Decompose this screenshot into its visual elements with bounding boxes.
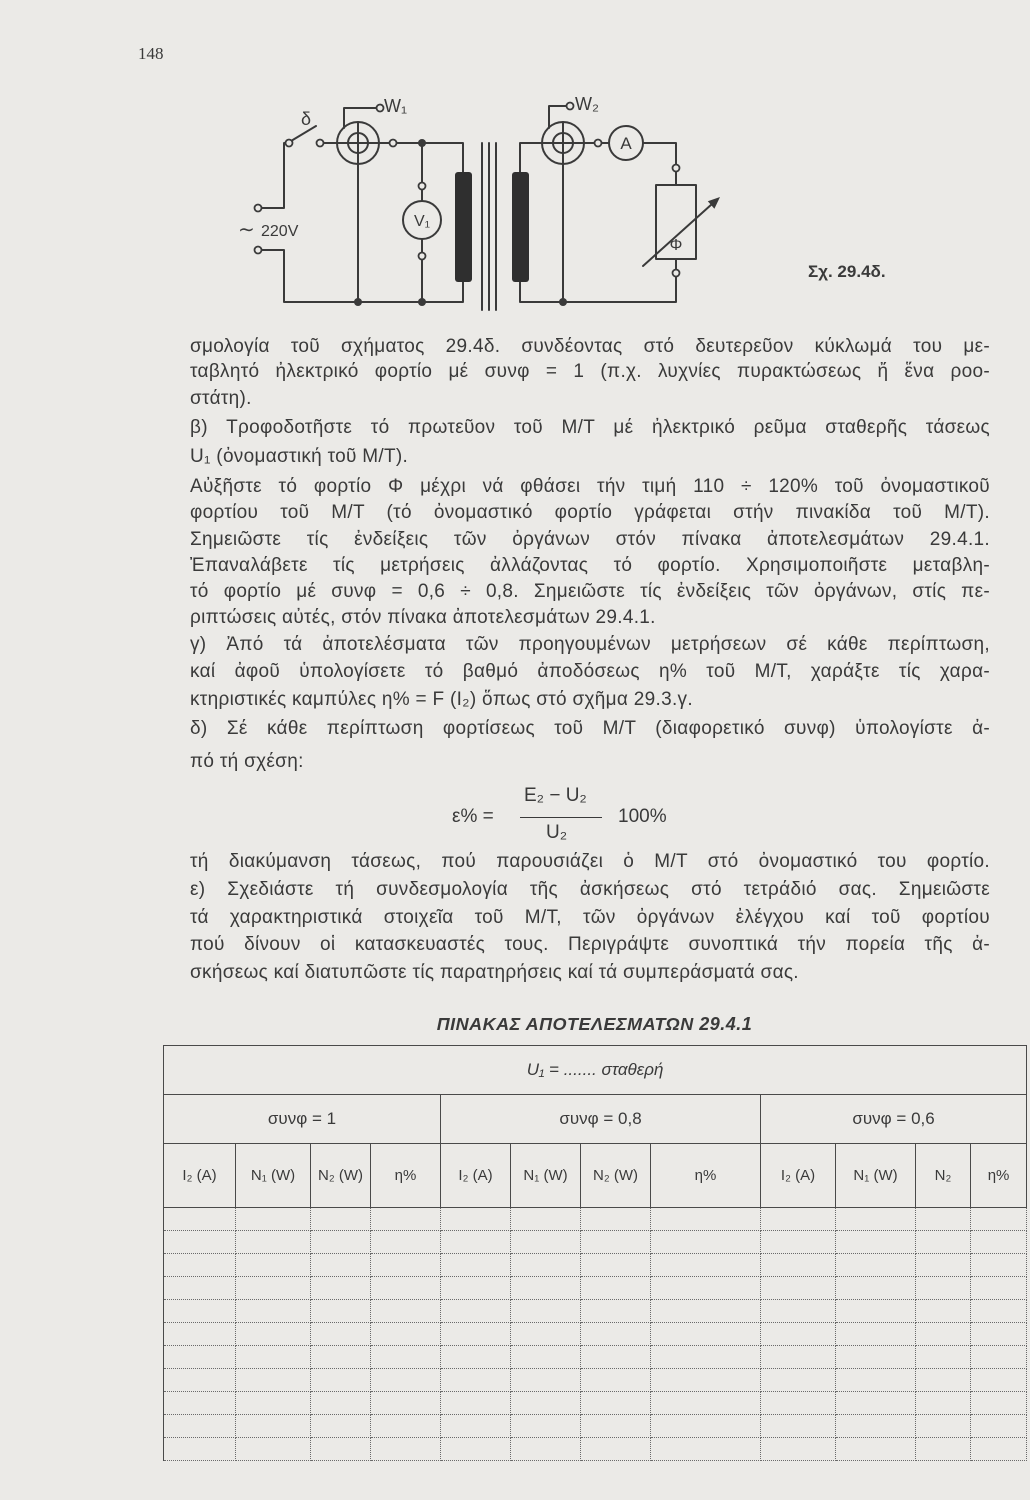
- text-line: Σημειῶστε τίς ἐνδείξεις τῶν ὀργάνων στόν πίνακα ἀποτελεσμάτων 29.4.1.: [190, 529, 990, 550]
- empty-cell: [236, 1254, 311, 1277]
- empty-cell: [761, 1369, 836, 1392]
- empty-cell: [236, 1415, 311, 1438]
- empty-cell: [916, 1231, 971, 1254]
- text-line: Ἐπαναλάβετε τίς μετρήσεις ἀλλάζοντας τό φορτίο. Χρησιμοποιῆστε μεταβλη-: [190, 555, 990, 576]
- table-row: [164, 1254, 1027, 1277]
- empty-cell: [581, 1346, 651, 1369]
- empty-cell: [311, 1438, 371, 1461]
- column-header: N₁ (W): [836, 1144, 916, 1208]
- table-row: [164, 1392, 1027, 1415]
- empty-cell: [581, 1438, 651, 1461]
- empty-cell: [581, 1392, 651, 1415]
- empty-cell: [236, 1300, 311, 1323]
- empty-cell: [971, 1277, 1027, 1300]
- text-line: πού δίνουν οἱ κατασκευαστές τους. Περιγράψτε συνοπτικά τήν πορεία τῆς ἀ-: [190, 934, 990, 955]
- empty-cell: [651, 1438, 761, 1461]
- ac-source-icon: ∼: [238, 219, 255, 241]
- empty-cell: [511, 1415, 581, 1438]
- empty-cell: [164, 1415, 236, 1438]
- switch-label: δ: [301, 109, 312, 129]
- empty-cell: [581, 1323, 651, 1346]
- table-row: [164, 1231, 1027, 1254]
- table-row: [164, 1438, 1027, 1461]
- empty-cell: [164, 1392, 236, 1415]
- empty-cell: [916, 1208, 971, 1231]
- empty-cell: [371, 1369, 441, 1392]
- empty-cell: [836, 1277, 916, 1300]
- empty-cell: [371, 1208, 441, 1231]
- empty-cell: [581, 1369, 651, 1392]
- formula-denominator: U₂: [546, 822, 568, 843]
- empty-cell: [581, 1277, 651, 1300]
- empty-cell: [651, 1208, 761, 1231]
- empty-cell: [441, 1231, 511, 1254]
- column-header: I₂ (A): [441, 1144, 511, 1208]
- text-line: τό φορτίο μέ συνφ = 0,6 ÷ 0,8. Σημειῶστε τίς ἐνδείξεις τῶν ὀργάνων, στίς πε-: [190, 581, 990, 602]
- empty-cell: [236, 1392, 311, 1415]
- wire-source-bottom: [261, 250, 463, 302]
- figure-caption: Σχ. 29.4δ.: [808, 262, 886, 281]
- empty-cell: [164, 1208, 236, 1231]
- text-line: ριπτώσεις αὐτές, στόν πίνακα ἀποτελεσμάτων 29.4.1.: [190, 607, 656, 628]
- empty-cell: [371, 1300, 441, 1323]
- voltage-regulation-formula: [450, 780, 710, 850]
- empty-cell: [971, 1208, 1027, 1231]
- wire-load-return: [520, 259, 676, 302]
- load-label: Φ: [669, 237, 683, 254]
- empty-cell: [164, 1323, 236, 1346]
- column-header: N₂ (W): [311, 1144, 371, 1208]
- empty-cell: [971, 1346, 1027, 1369]
- empty-cell: [441, 1208, 511, 1231]
- group-header: συνφ = 1: [164, 1095, 441, 1144]
- empty-cell: [916, 1300, 971, 1323]
- empty-cell: [581, 1254, 651, 1277]
- empty-cell: [761, 1208, 836, 1231]
- empty-cell: [511, 1208, 581, 1231]
- empty-cell: [164, 1254, 236, 1277]
- empty-cell: [311, 1208, 371, 1231]
- empty-cell: [651, 1231, 761, 1254]
- empty-cell: [441, 1438, 511, 1461]
- empty-cell: [836, 1415, 916, 1438]
- group-header: συνφ = 0,8: [441, 1095, 761, 1144]
- column-header: N₁ (W): [511, 1144, 581, 1208]
- load-terminal-bottom: [673, 270, 680, 277]
- circuit-diagram: [0, 0, 1030, 330]
- empty-cell: [581, 1208, 651, 1231]
- text-line: γ) Ἀπό τά ἀποτελέσματα τῶν προηγουμένων μετρήσεων σέ κάθε περίπτωση,: [190, 634, 990, 655]
- ammeter-label: A: [620, 134, 632, 153]
- text-line: καί ἀφοῦ ὑπολογίσετε τό βαθμό ἀποδόσεως η% τοῦ Μ/Τ, χαράξτε τίς χαρα-: [190, 661, 990, 682]
- text-line: κτηριστικές καμπύλες η% = F (I₂) ὅπως στό σχῆμα 29.3.γ.: [190, 689, 693, 710]
- empty-cell: [311, 1323, 371, 1346]
- empty-cell: [971, 1415, 1027, 1438]
- wattmeter-2-terminal: [567, 103, 574, 110]
- text-line: ταβλητό ἠλεκτρικό φορτίο μέ συνφ = 1 (π.χ. λυχνίες πυρακτώσεως ἤ ἕνα ροο-: [190, 361, 990, 382]
- voltmeter-label: V₁: [413, 213, 431, 230]
- empty-cell: [916, 1392, 971, 1415]
- text-line: πό τή σχέση:: [190, 751, 304, 772]
- empty-cell: [311, 1231, 371, 1254]
- switch-contact-right: [317, 140, 324, 147]
- junction-dot: [354, 298, 362, 306]
- group-header: συνφ = 0,6: [761, 1095, 1027, 1144]
- empty-cell: [916, 1277, 971, 1300]
- empty-cell: [511, 1254, 581, 1277]
- empty-cell: [371, 1438, 441, 1461]
- text-line: τά χαρακτηριστικά στοιχεῖα τοῦ Μ/Τ, τῶν ὀργάνων ἐλέγχου καί τοῦ φορτίου: [190, 907, 990, 928]
- column-header: I₂ (A): [164, 1144, 236, 1208]
- empty-cell: [836, 1208, 916, 1231]
- empty-cell: [441, 1415, 511, 1438]
- empty-cell: [916, 1415, 971, 1438]
- empty-cell: [511, 1277, 581, 1300]
- empty-cell: [371, 1277, 441, 1300]
- empty-cell: [311, 1415, 371, 1438]
- empty-cell: [971, 1438, 1027, 1461]
- empty-cell: [761, 1231, 836, 1254]
- empty-cell: [511, 1369, 581, 1392]
- voltmeter-terminal-top: [419, 183, 426, 190]
- table-body: [164, 1208, 1027, 1461]
- empty-cell: [311, 1392, 371, 1415]
- empty-cell: [761, 1392, 836, 1415]
- column-header: η%: [371, 1144, 441, 1208]
- empty-cell: [441, 1369, 511, 1392]
- empty-cell: [236, 1346, 311, 1369]
- wattmeter-1-terminal: [377, 105, 384, 112]
- empty-cell: [761, 1300, 836, 1323]
- empty-cell: [581, 1300, 651, 1323]
- text-line: U₁ (ὀνομαστική τοῦ Μ/Τ).: [190, 446, 409, 467]
- empty-cell: [836, 1346, 916, 1369]
- empty-cell: [311, 1369, 371, 1392]
- text-line: Αὐξῆστε τό φορτίο Φ μέχρι νά φθάσει τήν τιμή 110 ÷ 120% τοῦ ὀνομαστικοῦ: [190, 476, 990, 497]
- empty-cell: [651, 1323, 761, 1346]
- secondary-winding: [512, 172, 529, 282]
- table-row: [164, 1208, 1027, 1231]
- text-line: τή διακύμανση τάσεως, πού παρουσιάζει ὁ Μ/Τ στό ὀνομαστικό του φορτίο.: [190, 851, 990, 872]
- empty-cell: [761, 1254, 836, 1277]
- empty-cell: [651, 1277, 761, 1300]
- formula-numerator: E₂ − U₂: [524, 785, 587, 806]
- table-row: [164, 1369, 1027, 1392]
- empty-cell: [836, 1231, 916, 1254]
- wattmeter-1-label: W₁: [384, 96, 408, 116]
- table-row: [164, 1346, 1027, 1369]
- empty-cell: [761, 1323, 836, 1346]
- empty-cell: [971, 1323, 1027, 1346]
- empty-cell: [511, 1392, 581, 1415]
- junction-dot: [418, 298, 426, 306]
- empty-cell: [164, 1369, 236, 1392]
- empty-cell: [836, 1369, 916, 1392]
- empty-cell: [651, 1415, 761, 1438]
- empty-cell: [164, 1346, 236, 1369]
- text-line: ε) Σχεδιάστε τή συνδεσμολογία τῆς ἀσκήσεως στό τετράδιό σας. Σημειῶστε: [190, 879, 990, 900]
- empty-cell: [511, 1231, 581, 1254]
- empty-cell: [441, 1300, 511, 1323]
- empty-cell: [441, 1277, 511, 1300]
- empty-cell: [971, 1300, 1027, 1323]
- empty-cell: [916, 1346, 971, 1369]
- empty-cell: [164, 1438, 236, 1461]
- empty-cell: [371, 1415, 441, 1438]
- empty-cell: [971, 1369, 1027, 1392]
- empty-cell: [441, 1323, 511, 1346]
- empty-cell: [971, 1254, 1027, 1277]
- empty-cell: [651, 1392, 761, 1415]
- empty-cell: [511, 1438, 581, 1461]
- ammeter-terminal: [595, 140, 602, 147]
- primary-terminal: [390, 140, 397, 147]
- text-line: δ) Σέ κάθε περίπτωση φορτίσεως τοῦ Μ/Τ (διαφορετικό συνφ) ὑπολογίστε ἀ-: [190, 718, 990, 739]
- empty-cell: [581, 1415, 651, 1438]
- voltmeter-terminal-bottom: [419, 253, 426, 260]
- empty-cell: [164, 1277, 236, 1300]
- empty-cell: [511, 1300, 581, 1323]
- empty-cell: [761, 1415, 836, 1438]
- empty-cell: [236, 1369, 311, 1392]
- results-table: [163, 1045, 1027, 1461]
- empty-cell: [971, 1231, 1027, 1254]
- formula-fraction-bar: [520, 817, 602, 818]
- table-row: [164, 1323, 1027, 1346]
- junction-dot: [418, 139, 426, 147]
- table-condition-row: [164, 1046, 1027, 1095]
- empty-cell: [651, 1254, 761, 1277]
- junction-dot: [559, 298, 567, 306]
- table-row: [164, 1300, 1027, 1323]
- source-voltage-label: 220V: [261, 223, 299, 240]
- empty-cell: [511, 1346, 581, 1369]
- empty-cell: [581, 1231, 651, 1254]
- column-header: η%: [651, 1144, 761, 1208]
- load-variable-arrow: [643, 204, 712, 266]
- switch-contact-left: [286, 140, 293, 147]
- text-line: σμολογία τοῦ σχήματος 29.4δ. συνδέοντας στό δευτερεῦον κύκλωμά του με-: [190, 336, 990, 357]
- column-header: N₂: [916, 1144, 971, 1208]
- wire-secondary-top: [520, 143, 542, 172]
- empty-cell: [311, 1254, 371, 1277]
- empty-cell: [371, 1346, 441, 1369]
- empty-cell: [371, 1254, 441, 1277]
- column-header: N₁ (W): [236, 1144, 311, 1208]
- empty-cell: [971, 1392, 1027, 1415]
- empty-cell: [916, 1254, 971, 1277]
- empty-cell: [836, 1300, 916, 1323]
- empty-cell: [916, 1323, 971, 1346]
- empty-cell: [371, 1323, 441, 1346]
- empty-cell: [916, 1438, 971, 1461]
- table-group-row: [164, 1095, 1027, 1144]
- source-terminal-top: [255, 205, 262, 212]
- load-terminal-top: [673, 165, 680, 172]
- wire-source-top: [261, 143, 286, 208]
- empty-cell: [651, 1346, 761, 1369]
- text-line: φορτίου τοῦ Μ/Τ (τό ὀνομαστικό φορτίο γράφεται στήν πινακίδα τοῦ Μ/Τ).: [190, 502, 990, 523]
- source-terminal-bottom: [255, 247, 262, 254]
- page-number: 148: [138, 44, 164, 63]
- empty-cell: [836, 1323, 916, 1346]
- empty-cell: [836, 1254, 916, 1277]
- table-condition: U₁ = ....... σταθερή: [164, 1046, 1027, 1095]
- empty-cell: [651, 1369, 761, 1392]
- text-line: β) Τροφοδοτῆστε τό πρωτεῦον τοῦ Μ/Τ μέ ἠλεκτρικό ρεῦμα σταθερῆς τάσεως: [190, 417, 990, 438]
- formula-lhs: ε% =: [452, 806, 494, 827]
- empty-cell: [311, 1277, 371, 1300]
- empty-cell: [441, 1392, 511, 1415]
- empty-cell: [371, 1392, 441, 1415]
- column-header: I₂ (A): [761, 1144, 836, 1208]
- empty-cell: [651, 1300, 761, 1323]
- empty-cell: [836, 1438, 916, 1461]
- empty-cell: [236, 1231, 311, 1254]
- empty-cell: [164, 1300, 236, 1323]
- primary-winding: [455, 172, 472, 282]
- table-title: ΠΙΝΑΚΑΣ ΑΠΟΤΕΛΕΣΜΑΤΩΝ 29.4.1: [436, 1014, 753, 1034]
- text-line: σκήσεως καί διατυπῶστε τίς παρατηρήσεις καί τά συμπεράσματά σας.: [190, 962, 799, 983]
- formula-factor: 100%: [618, 806, 667, 827]
- text-line: στάτη).: [190, 388, 252, 409]
- empty-cell: [761, 1346, 836, 1369]
- empty-cell: [511, 1323, 581, 1346]
- empty-cell: [761, 1438, 836, 1461]
- wire-ammeter-to-load: [643, 143, 676, 185]
- empty-cell: [164, 1231, 236, 1254]
- empty-cell: [836, 1392, 916, 1415]
- empty-cell: [441, 1254, 511, 1277]
- table-row: [164, 1415, 1027, 1438]
- column-header: η%: [971, 1144, 1027, 1208]
- column-header: N₂ (W): [581, 1144, 651, 1208]
- empty-cell: [916, 1369, 971, 1392]
- wattmeter-2-label: W₂: [575, 94, 599, 114]
- empty-cell: [761, 1277, 836, 1300]
- empty-cell: [371, 1231, 441, 1254]
- empty-cell: [311, 1300, 371, 1323]
- empty-cell: [441, 1346, 511, 1369]
- table-column-row: [164, 1144, 1027, 1208]
- table-row: [164, 1277, 1027, 1300]
- empty-cell: [311, 1346, 371, 1369]
- empty-cell: [236, 1208, 311, 1231]
- empty-cell: [236, 1438, 311, 1461]
- empty-cell: [236, 1277, 311, 1300]
- empty-cell: [236, 1323, 311, 1346]
